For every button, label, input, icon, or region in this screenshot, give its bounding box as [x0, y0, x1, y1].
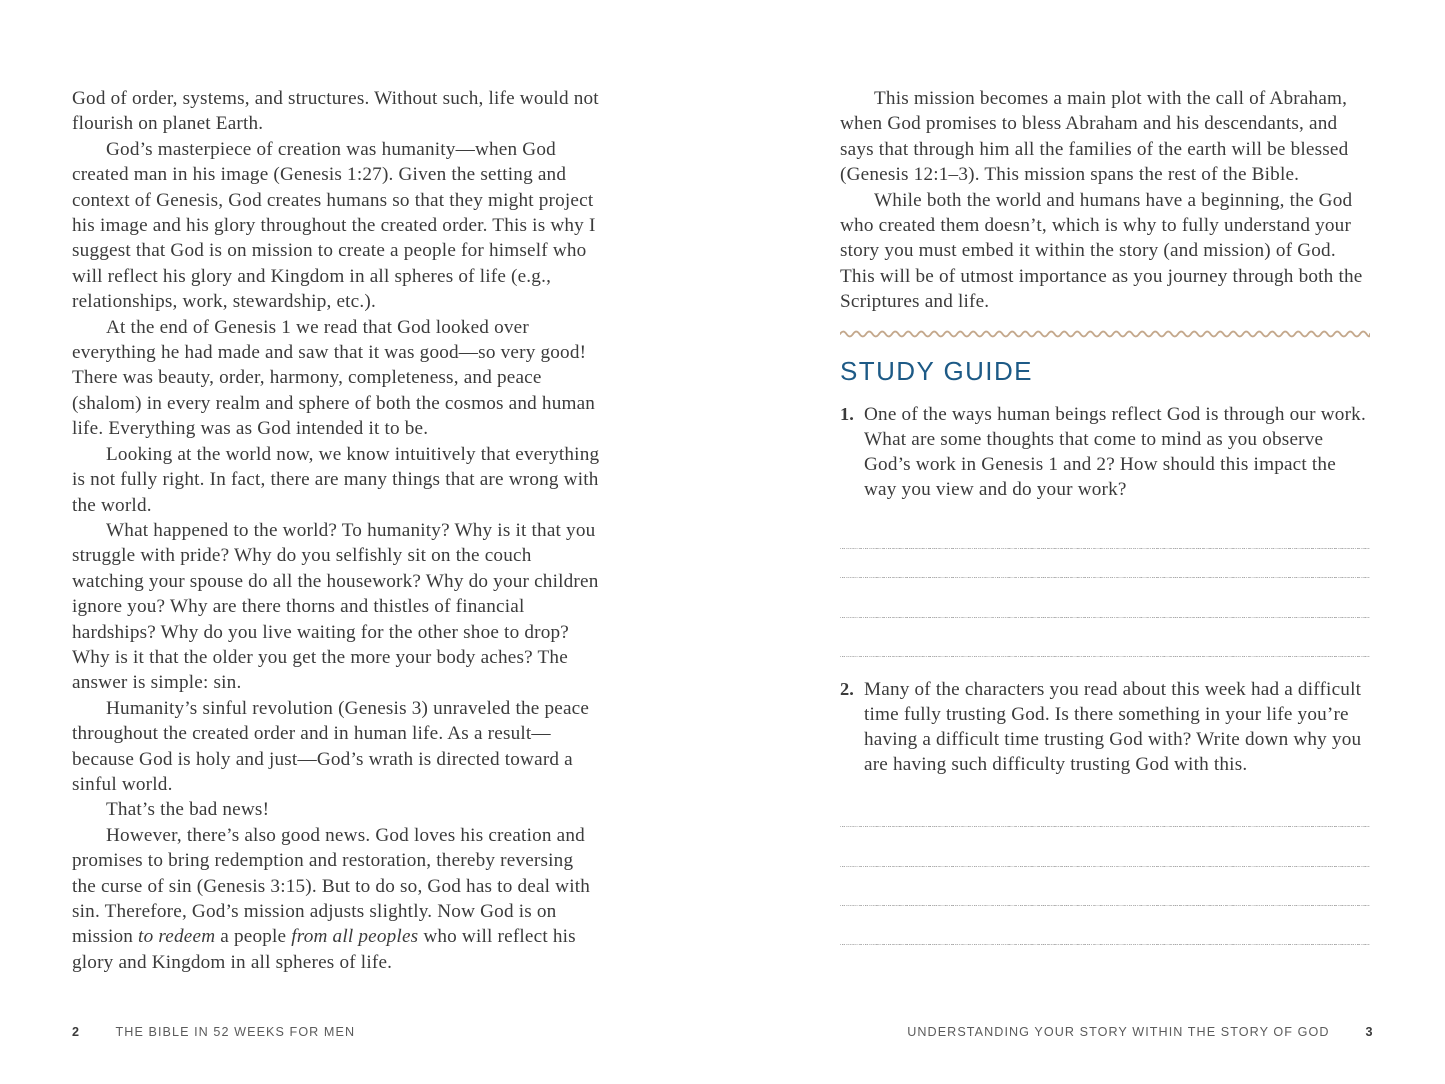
paragraph: That’s the bad news!	[106, 799, 270, 821]
left-page-column	[72, 86, 602, 975]
squiggle-divider-icon	[840, 327, 1370, 341]
study-question-2	[840, 677, 1372, 777]
italic-phrase-from-all-peoples: from all peoples	[291, 926, 419, 948]
question-row	[840, 402, 1372, 502]
study-guide-heading: STUDY GUIDE	[840, 356, 1033, 386]
paragraph-with-italics	[72, 823, 602, 975]
right-page-footer	[0, 1012, 1373, 1052]
page-number-left: 2	[72, 1025, 80, 1039]
answer-line[interactable]	[840, 944, 1370, 946]
running-head-left: THE BIBLE IN 52 WEEKS FOR MEN	[115, 1025, 356, 1039]
paragraph: What happened to the world? To humanity? Why is it that you struggle with pride? Why do you selfishly sit on the couch watching your spouse do all the housework? Why do your children ignore you? Why are there thorns and thistles of financial hardships? Why do you live waiting for the other shoe to drop? Why is it that the older you get the more your body aches? The answer is simple: sin.	[72, 519, 599, 694]
answer-line[interactable]	[840, 826, 1370, 828]
paragraph-segment: who will reflect his glory and Kingdom in all spheres of life.	[72, 926, 576, 973]
paragraph: This mission becomes a main plot with the call of Abraham, when God promises to bless Abraham and his descendants, and says that through him all the families of the earth will be blessed (Genesis 12:1–3). This mission spans the rest of the Bible.	[840, 88, 1349, 186]
paragraph-segment: a people	[215, 926, 292, 948]
answer-line[interactable]	[840, 617, 1370, 619]
question-number: 2.	[840, 679, 854, 699]
answer-line[interactable]	[840, 577, 1370, 579]
page-number-right: 3	[1365, 1025, 1373, 1039]
paragraph-segment: However, there’s also good news. God loves his creation and promises to bring redemption and restoration, thereby reversing the curse of sin (Genesis 3:15). But to do so, God has to deal with sin. Therefore, God’s mission adjusts slightly. Now God is on mission	[72, 824, 591, 948]
answer-line[interactable]	[840, 548, 1370, 550]
study-question-1	[840, 402, 1372, 502]
paragraph: While both the world and humans have a beginning, the God who created them doesn’t, which is why to fully understand your story you must embed it within the story (and mission) of God. This will be of utmost importance as you journey through both the Scriptures and life.	[840, 189, 1363, 313]
paragraph: God’s masterpiece of creation was humanity—when God created man in his image (Genesis 1:27). Given the setting and context of Genesis, God creates humans so that they might project his image and his glory throughout the created order. This is why I suggest that God is on mission to create a people for himself who will reflect his glory and Kingdom in all spheres of life (e.g., relationships, work, stewardship, etc.).	[72, 138, 596, 313]
italic-phrase-to-redeem: to redeem	[138, 926, 216, 948]
question-text: Many of the characters you read about this week had a difficult time fully trusting God. Is there something in your life you’re having a difficult time trusting God with? Write down why you are having such difficulty trusting God with this.	[864, 679, 1362, 775]
question-row	[840, 677, 1372, 777]
answer-line[interactable]	[840, 656, 1370, 658]
question-number: 1.	[840, 404, 854, 424]
running-head-right: UNDERSTANDING YOUR STORY WITHIN THE STORY OF GOD	[907, 1025, 1330, 1039]
paragraph: God of order, systems, and structures. Without such, life would not flourish on planet Earth.	[72, 88, 599, 135]
paragraph: At the end of Genesis 1 we read that God looked over everything he had made and saw that it was good—so very good! There was beauty, order, harmony, completeness, and peace (shalom) in every realm and sphere of both the cosmos and human life. Everything was as God intended it to be.	[72, 316, 596, 440]
paragraph: Humanity’s sinful revolution (Genesis 3) unraveled the peace throughout the created order and in human life. As a result—because God is holy and just—God’s wrath is directed toward a sinful world.	[72, 697, 590, 795]
question-text: One of the ways human beings reflect God is through our work. What are some thoughts that come to mind as you observe God’s work in Genesis 1 and 2? How should this impact the way you view and do your work?	[864, 404, 1366, 500]
answer-line[interactable]	[840, 905, 1370, 907]
paragraph: Looking at the world now, we know intuitively that everything is not fully right. In fact, there are many things that are wrong with the world.	[72, 443, 600, 516]
right-page-column	[840, 86, 1370, 315]
answer-line[interactable]	[840, 866, 1370, 868]
